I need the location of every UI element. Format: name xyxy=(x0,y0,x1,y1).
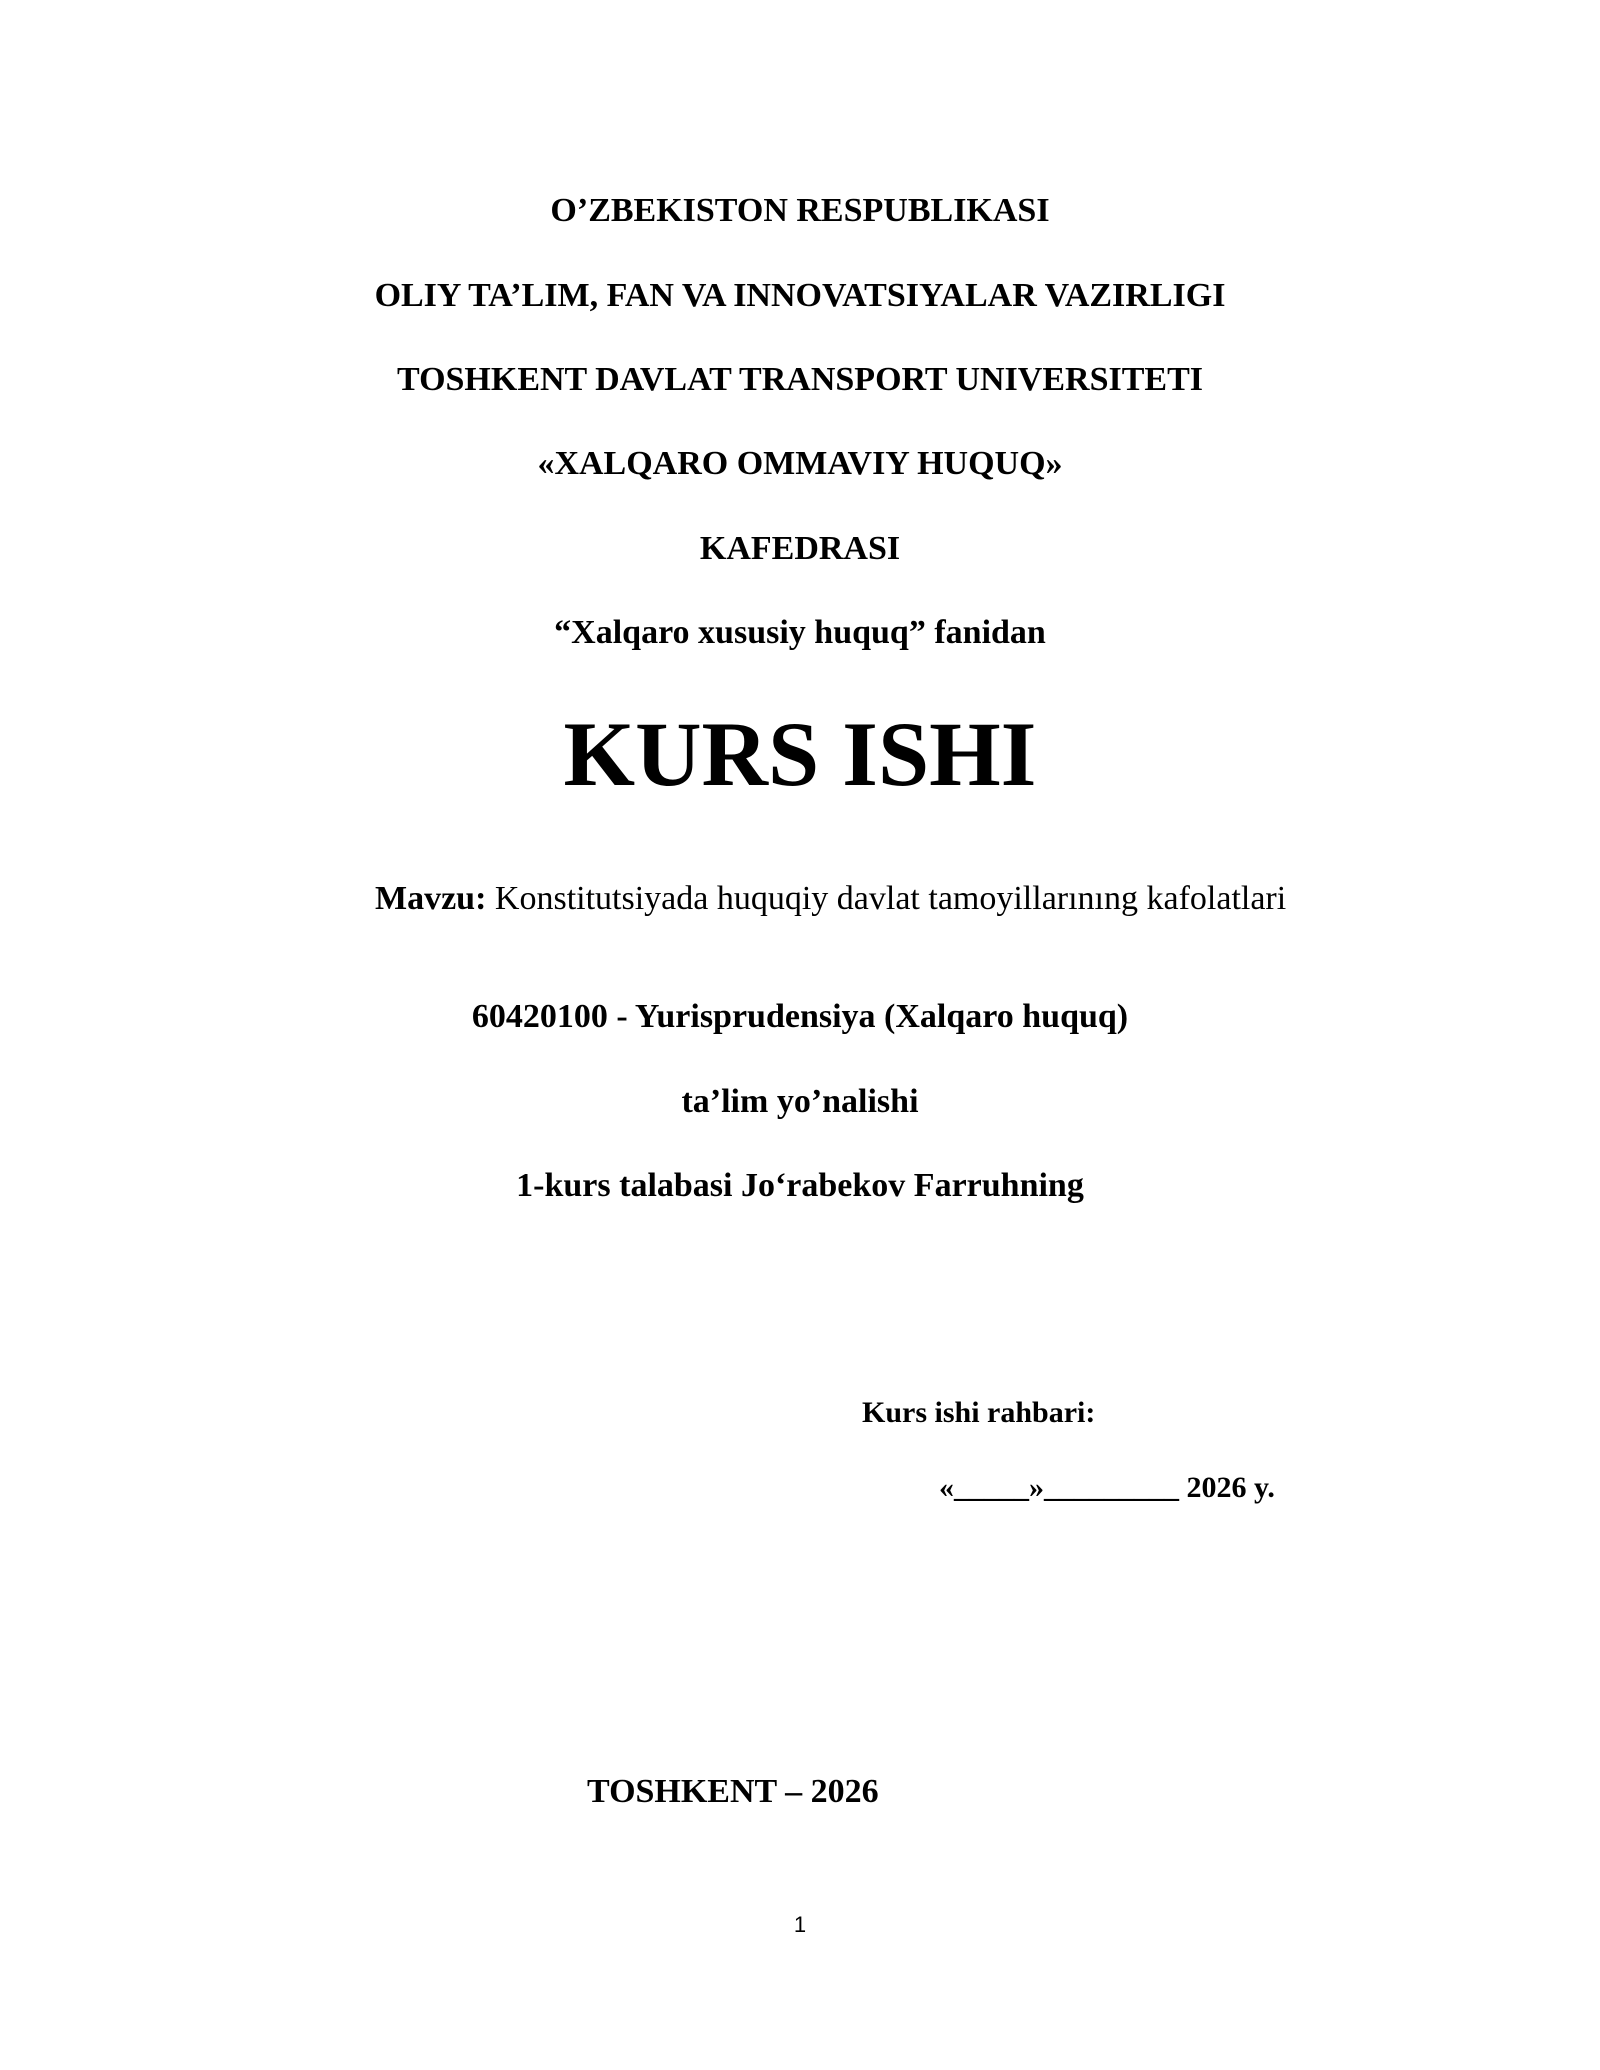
topic-label: Mavzu: xyxy=(375,880,487,917)
student-line: 1-kurs talabasi Jo‘rabekov Farruhning xyxy=(516,1167,1084,1204)
topic-text: Konstitutsiyada huquqiy davlat tamoyillarınıng kafolatlari xyxy=(486,880,1287,917)
page-number: 1 xyxy=(793,1912,807,1937)
program-direction: ta’lim yo’nalishi xyxy=(681,1083,919,1120)
topic-line xyxy=(375,882,1286,916)
department-word: KAFEDRASI xyxy=(699,530,901,567)
supervisor-label: Kurs ishi rahbari: xyxy=(862,1396,1096,1429)
department-name: «XALQARO OMMAVIY HUQUQ» xyxy=(537,445,1063,482)
university-heading: TOSHKENT DAVLAT TRANSPORT UNIVERSITETI xyxy=(397,361,1203,398)
republic-heading: O’ZBEKISTON RESPUBLIKASI xyxy=(550,192,1050,229)
city-year: TOSHKENT – 2026 xyxy=(587,1773,879,1810)
program-code-name: 60420100 - Yurisprudensiya (Xalqaro huquq) xyxy=(471,998,1129,1035)
ministry-heading: OLIY TA’LIM, FAN VA INNOVATSIYALAR VAZIRLIGI xyxy=(374,277,1226,314)
subject-line: “Xalqaro xususiy huquq” fanidan xyxy=(554,614,1046,651)
signature-date-line: «_____»_________ 2026 y. xyxy=(939,1471,1275,1504)
document-title: KURS ISHI xyxy=(563,703,1037,805)
